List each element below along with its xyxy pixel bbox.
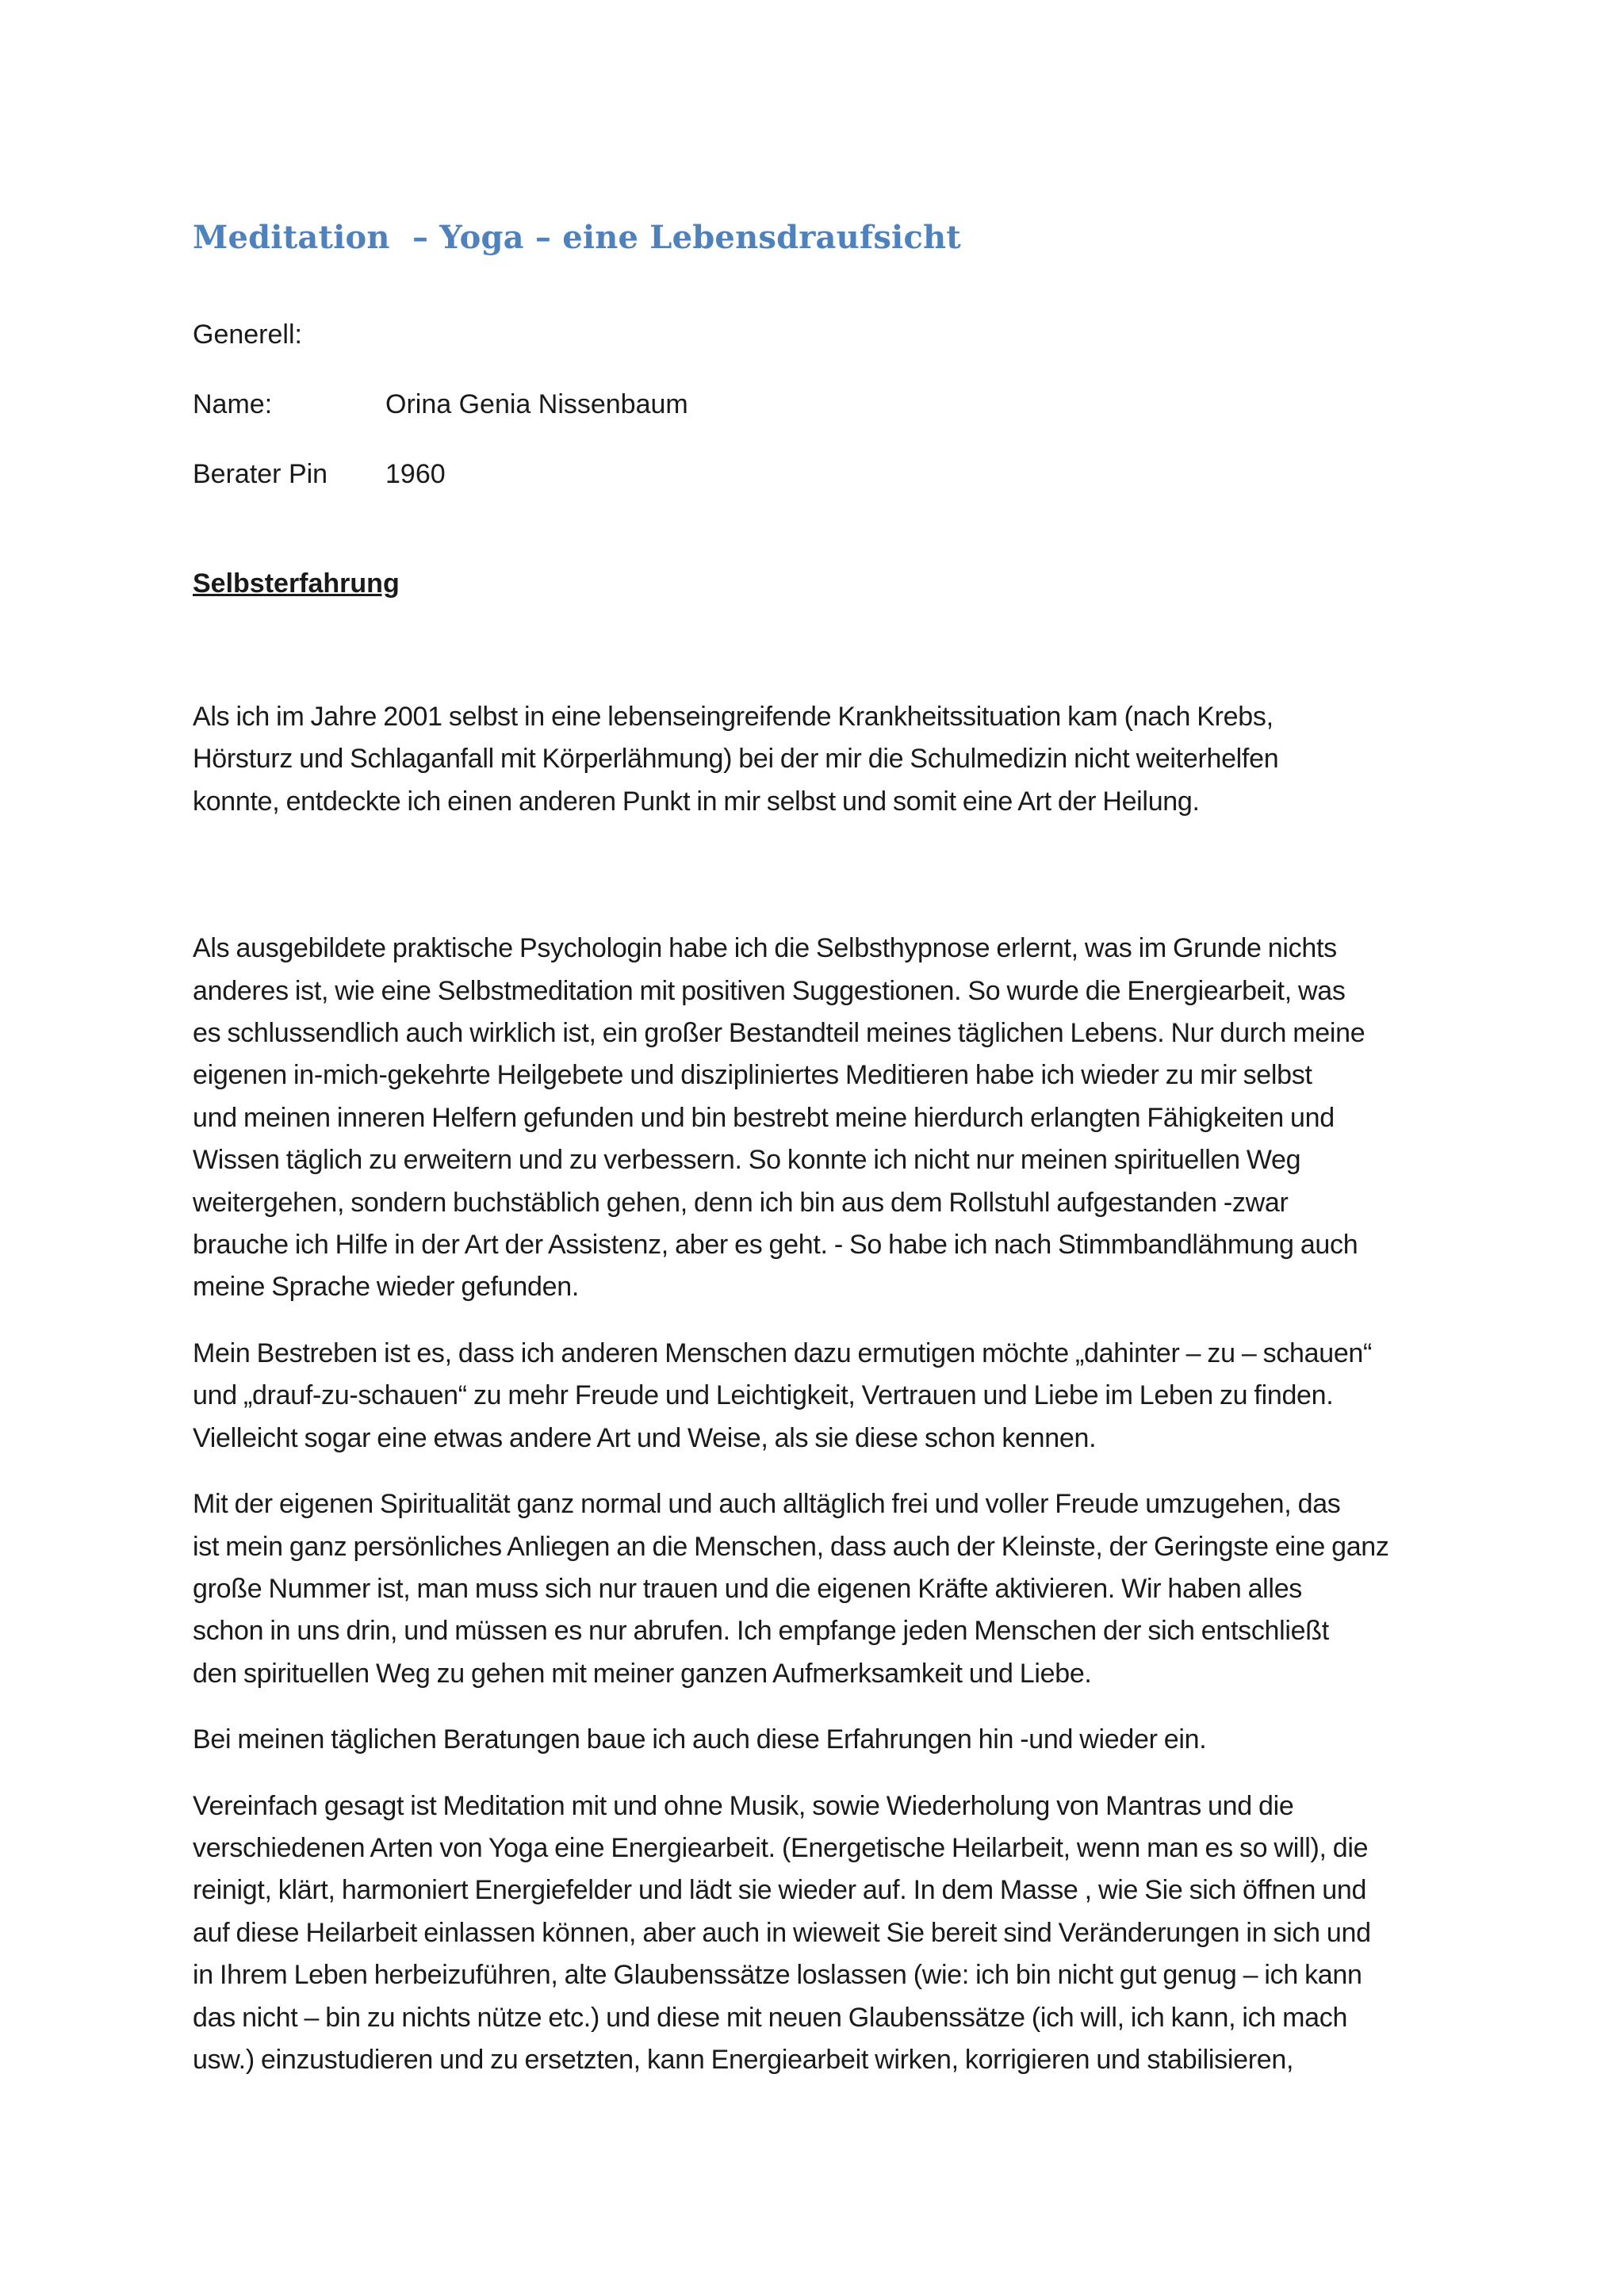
document-body (193, 214, 1446, 2081)
pin-label: Berater Pin (193, 459, 328, 489)
paragraph-line: es schlussendlich auch wirklich ist, ein großer Bestandteil meines täglichen Lebens. Nur durch meine (193, 1018, 1365, 1049)
info-row-pin (193, 457, 1446, 492)
paragraph-line: meine Sprache wieder gefunden. (193, 1272, 579, 1303)
paragraph-line: und „drauf-zu-schauen“ zu mehr Freude und Leichtigkeit, Vertrauen und Liebe im Leben zu finden. (193, 1380, 1334, 1411)
pin-value: 1960 (385, 459, 446, 489)
paragraph-line: Vielleicht sogar eine etwas andere Art und Weise, als sie diese schon kennen. (193, 1422, 1097, 1453)
paragraph-line: schon in uns drin, und müssen es nur abrufen. Ich empfange jeden Menschen der sich entschließt (193, 1616, 1329, 1647)
paragraph-line: und meinen inneren Helfern gefunden und bin bestrebt meine hierdurch erlangten Fähigkeiten und (193, 1102, 1335, 1133)
paragraph (193, 696, 1446, 823)
paragraph (193, 928, 1446, 1309)
name-value: Orina Genia Nissenbaum (385, 389, 688, 419)
info-heading: Generell: (193, 320, 302, 350)
paragraph-line: anderes ist, wie eine Selbstmeditation mit positiven Suggestionen. So wurde die Energiearbeit, was (193, 975, 1346, 1006)
paragraph-line: den spirituellen Weg zu gehen mit meiner ganzen Aufmerksamkeit und Liebe. (193, 1658, 1092, 1689)
paragraph-line: ist mein ganz persönliches Anliegen an die Menschen, dass auch der Kleinste, der Geringste eine ganz (193, 1531, 1389, 1562)
paragraph-line: Als ausgebildete praktische Psychologin habe ich die Selbsthypnose erlernt, was im Grunde nichts (193, 933, 1337, 964)
paragraph (193, 1719, 1446, 1761)
paragraph-line: auf diese Heilarbeit einlassen können, aber auch in wieweit Sie bereit sind Veränderungen in sich und (193, 1917, 1371, 1948)
paragraph (193, 1785, 1446, 2082)
document-title: Meditation – Yoga – eine Lebensdraufsicht (193, 219, 961, 256)
paragraph (193, 1333, 1446, 1460)
paragraph-line: Mit der eigenen Spiritualität ganz normal und auch alltäglich frei und voller Freude umzugehen, das (193, 1489, 1341, 1520)
paragraph-line: Mein Bestreben ist es, dass ich anderen Menschen dazu ermutigen möchte „dahinter – zu – schauen“ (193, 1337, 1373, 1368)
paragraph-line: eigenen in-mich-gekehrte Heilgebete und diszipliniertes Meditieren habe ich wieder zu mir selbst (193, 1060, 1312, 1091)
paragraph-line: große Nummer ist, man muss sich nur trauen und die eigenen Kräfte aktivieren. Wir haben alles (193, 1573, 1302, 1604)
section-heading: Selbsterfahrung (193, 568, 400, 599)
info-heading-row (193, 317, 1446, 352)
paragraph-line: brauche ich Hilfe in der Art der Assistenz, aber es geht. - So habe ich nach Stimmbandlähmung auch (193, 1230, 1358, 1261)
paragraph-line: usw.) einzustudieren und zu ersetzten, kann Energiearbeit wirken, korrigieren und stabilisieren, (193, 2044, 1294, 2075)
paragraph-line: weitergehen, sondern buchstäblich gehen, denn ich bin aus dem Rollstuhl aufgestanden -zwar (193, 1187, 1289, 1218)
paragraph-line: reinigt, klärt, harmoniert Energiefelder und lädt sie wieder auf. In dem Masse , wie Sie sich öffnen und (193, 1875, 1367, 1906)
paragraph-line: das nicht – bin zu nichts nütze etc.) und diese mit neuen Glaubenssätze (ich will, ich kann, ich mach (193, 2002, 1348, 2033)
info-block (193, 317, 1446, 492)
paragraph-line: verschiedenen Arten von Yoga eine Energiearbeit. (Energetische Heilarbeit, wenn man es so will), die (193, 1832, 1369, 1863)
name-label: Name: (193, 389, 273, 419)
paragraph-line: Bei meinen täglichen Beratungen baue ich auch diese Erfahrungen hin -und wieder ein. (193, 1724, 1207, 1755)
paragraph (193, 1483, 1446, 1695)
paragraph-line: Wissen täglich zu erweitern und zu verbessern. So konnte ich nicht nur meinen spirituellen Weg (193, 1145, 1301, 1176)
paragraph-line: in Ihrem Leben herbeizuführen, alte Glaubenssätze loslassen (wie: ich bin nicht gut genug – ich kann (193, 1960, 1362, 1991)
paragraph-line: Als ich im Jahre 2001 selbst in eine lebenseingreifende Krankheitssituation kam (nach Krebs, (193, 702, 1274, 732)
paragraph-line: Hörsturz und Schlaganfall mit Körperlähmung) bei der mir die Schulmedizin nicht weiterhelfen (193, 744, 1279, 775)
info-row-name (193, 387, 1446, 422)
paragraph-line: Vereinfach gesagt ist Meditation mit und ohne Musik, sowie Wiederholung von Mantras und die (193, 1790, 1294, 1821)
paragraph-line: konnte, entdeckte ich einen anderen Punkt in mir selbst und somit eine Art der Heilung. (193, 786, 1200, 817)
